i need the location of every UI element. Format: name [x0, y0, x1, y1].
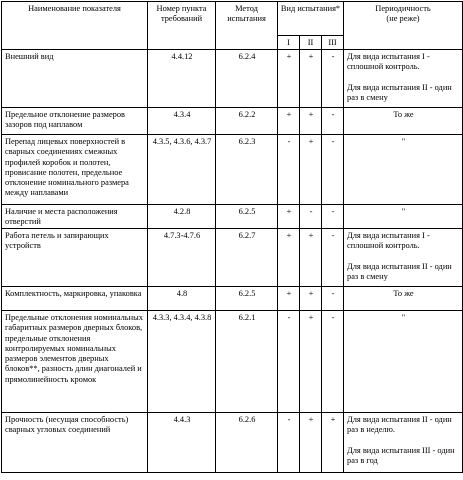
table-row	[2, 50, 463, 108]
table-row	[2, 108, 463, 135]
cell-type-i: -	[278, 413, 300, 473]
cell-type-iii: -	[322, 108, 344, 135]
cell-type-iii: +	[322, 413, 344, 473]
header-periodicity: Периодичность (не реже)	[344, 2, 463, 50]
cell-requirement: 4.4.3	[148, 413, 216, 473]
cell-method: 6.2.7	[216, 229, 278, 287]
cell-method: 6.2.5	[216, 205, 278, 229]
cell-requirement: 4.3.3, 4.3.4, 4.3.8	[148, 311, 216, 413]
table-row	[2, 311, 463, 413]
header-test-type-i: I	[278, 36, 300, 50]
cell-type-i: -	[278, 311, 300, 413]
cell-requirement: 4.3.4	[148, 108, 216, 135]
cell-periodicity: "	[344, 205, 463, 229]
header-requirement-item: Номер пункта требований	[148, 2, 216, 50]
cell-type-iii: -	[322, 311, 344, 413]
cell-requirement: 4.3.5, 4.3.6, 4.3.7	[148, 135, 216, 205]
cell-type-ii: -	[300, 205, 322, 229]
cell-method: 6.2.2	[216, 108, 278, 135]
table-row	[2, 413, 463, 473]
cell-type-ii: +	[300, 50, 322, 108]
cell-type-ii: +	[300, 108, 322, 135]
cell-name: Внешний вид	[2, 50, 148, 108]
cell-name: Наличие и места расположения отверстий	[2, 205, 148, 229]
cell-requirement: 4.7.3-4.7.6	[148, 229, 216, 287]
table-row	[2, 135, 463, 205]
cell-type-i: +	[278, 50, 300, 108]
cell-type-ii: +	[300, 287, 322, 311]
cell-type-i: -	[278, 135, 300, 205]
cell-type-i: +	[278, 205, 300, 229]
cell-type-ii: +	[300, 311, 322, 413]
cell-method: 6.2.3	[216, 135, 278, 205]
cell-type-iii: -	[322, 135, 344, 205]
cell-method: 6.2.6	[216, 413, 278, 473]
requirements-table	[1, 1, 463, 473]
table-row	[2, 229, 463, 287]
cell-type-iii: -	[322, 229, 344, 287]
header-test-type: Вид испытания*	[278, 2, 344, 36]
cell-type-i: +	[278, 108, 300, 135]
cell-periodicity: То же	[344, 108, 463, 135]
cell-name: Перепад лицевых поверхностей в сварных соединениях смежных профилей коробок и полотен, провисание полотен, предельное отклонение номинального размера между наплавами	[2, 135, 148, 205]
cell-name: Комплектность, маркировка, упаковка	[2, 287, 148, 311]
cell-periodicity: Для вида испытания I - сплошной контроль. Для вида испытания II - один раз в смену	[344, 50, 463, 108]
header-test-type-ii: II	[300, 36, 322, 50]
table-row	[2, 205, 463, 229]
cell-type-iii: -	[322, 205, 344, 229]
cell-type-ii: +	[300, 135, 322, 205]
header-name: Наименование показателя	[2, 2, 148, 50]
cell-method: 6.2.4	[216, 50, 278, 108]
cell-name: Предельное отклонение размеров зазоров под наплавом	[2, 108, 148, 135]
cell-name: Работа петель и запирающих устройств	[2, 229, 148, 287]
cell-periodicity: Для вида испытания II - один раз в неделю. Для вида испытания III - один раз в год	[344, 413, 463, 473]
table-row	[2, 287, 463, 311]
cell-method: 6.2.1	[216, 311, 278, 413]
cell-periodicity: Для вида испытания I - сплошной контроль. Для вида испытания II - один раз в смену	[344, 229, 463, 287]
cell-periodicity: "	[344, 135, 463, 205]
cell-requirement: 4.4.12	[148, 50, 216, 108]
cell-type-ii: +	[300, 413, 322, 473]
cell-name: Прочность (несущая способность) сварных угловых соединений	[2, 413, 148, 473]
cell-type-iii: -	[322, 287, 344, 311]
cell-type-iii: -	[322, 50, 344, 108]
cell-requirement: 4.2.8	[148, 205, 216, 229]
cell-type-ii: +	[300, 229, 322, 287]
cell-type-i: +	[278, 287, 300, 311]
cell-method: 6.2.5	[216, 287, 278, 311]
header-test-method: Метод испытания	[216, 2, 278, 50]
cell-requirement: 4.8	[148, 287, 216, 311]
cell-periodicity: "	[344, 311, 463, 413]
header-test-type-iii: III	[322, 36, 344, 50]
cell-name: Предельные отклонения номинальных габаритных размеров дверных блоков, предельные отклонения контролируемых номинальных размеров элементов дверных блоков**, разность длин диагоналей и прямолинейность кромок	[2, 311, 148, 413]
cell-type-i: +	[278, 229, 300, 287]
cell-periodicity: То же	[344, 287, 463, 311]
